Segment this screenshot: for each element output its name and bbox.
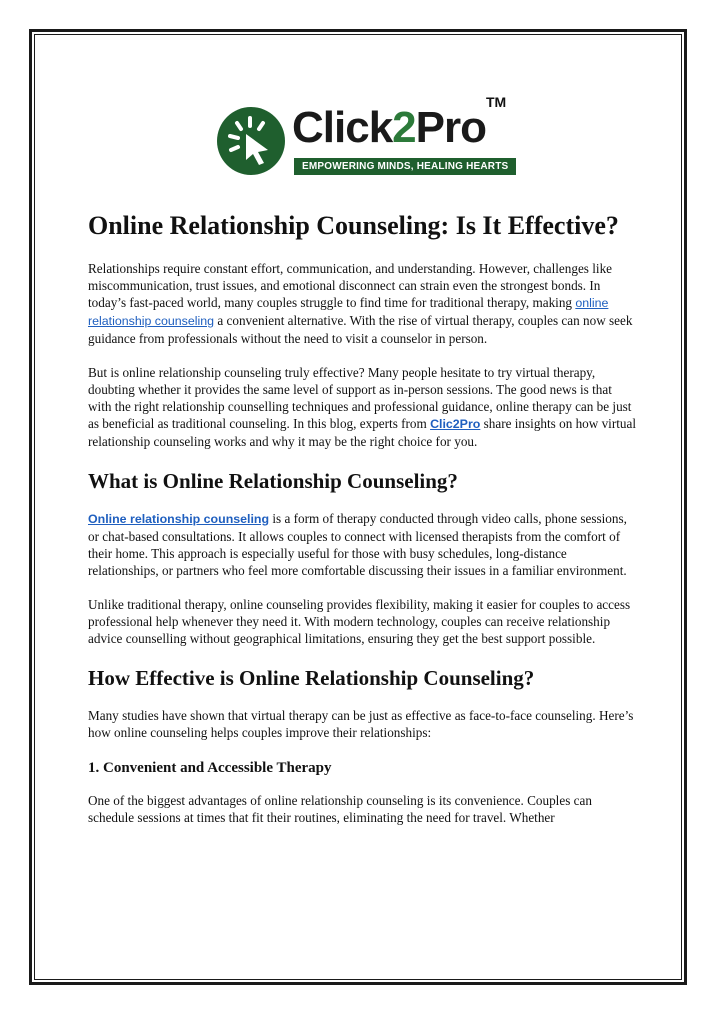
online-relationship-counseling-link-2[interactable]: Online relationship counseling — [88, 512, 270, 526]
logo-wordmark: Click2Pro — [292, 103, 487, 152]
logo-tagline: EMPOWERING MINDS, HEALING HEARTS — [294, 158, 516, 175]
section-heading-how-effective: How Effective is Online Relationship Counseling? — [88, 666, 535, 690]
logo-trademark: TM — [486, 94, 507, 110]
online-relationship-counseling-link[interactable]: online relationship counseling — [88, 296, 609, 328]
subsection1-paragraph-1: One of the biggest advantages of online relationship counseling is its convenience. Couples can schedule sessions at times that fit their routines, eliminating the need for travel. Whether — [88, 793, 592, 825]
document-content — [88, 92, 636, 843]
click2pro-logo — [216, 92, 509, 192]
clic2pro-link[interactable]: Clic2Pro — [430, 417, 481, 431]
subheading-convenient: 1. Convenient and Accessible Therapy — [88, 760, 332, 776]
intro-paragraph-1: Relationships require constant effort, communication, and understanding. However, challenges like miscommunication, trust issues, and emotional disconnect can strain even the strongest bonds. In today’s fast-paced world, many couples struggle to find time for traditional therapy, making online relationship counseling a convenient alternative. With the rise of virtual therapy, couples can now seek guidance from professionals without the need to visit a counselor in person. — [88, 261, 633, 346]
section-heading-what-is: What is Online Relationship Counseling? — [88, 469, 458, 493]
section2-paragraph-1: Many studies have shown that virtual therapy can be just as effective as face-to-face counseling. Here’s how online counseling helps couples improve their relationships: — [88, 708, 634, 740]
intro-paragraph-2: But is online relationship counseling truly effective? Many people hesitate to try virtual therapy, doubting whether it provides the same level of support as in-person sessions. The good news is that with the right relationship counselling techniques and professional guidance, online therapy can be just as beneficial as traditional counseling. In this blog, experts from Clic2Pro share insights on how virtual relationship counseling works and why it may be the right choice for you. — [88, 365, 637, 449]
section1-paragraph-1: Online relationship counseling is a form of therapy conducted through video calls, phone sessions, or chat-based consultations. It allows couples to connect with licensed therapists from the comfort of their home. This approach is especially useful for those with busy schedules, long-distance relationships, or partners who feel more comfortable discussing their issues in a familiar environment. — [88, 511, 627, 578]
article-title: Online Relationship Counseling: Is It Effective? — [88, 211, 619, 240]
section1-paragraph-2: Unlike traditional therapy, online counseling provides flexibility, making it easier for couples to access professional help whenever they need it. With modern technology, couples can receive relationship advice counselling without geographical limitations, ensuring they get the best support possible. — [88, 597, 631, 646]
logo-cursor-icon — [216, 106, 286, 176]
